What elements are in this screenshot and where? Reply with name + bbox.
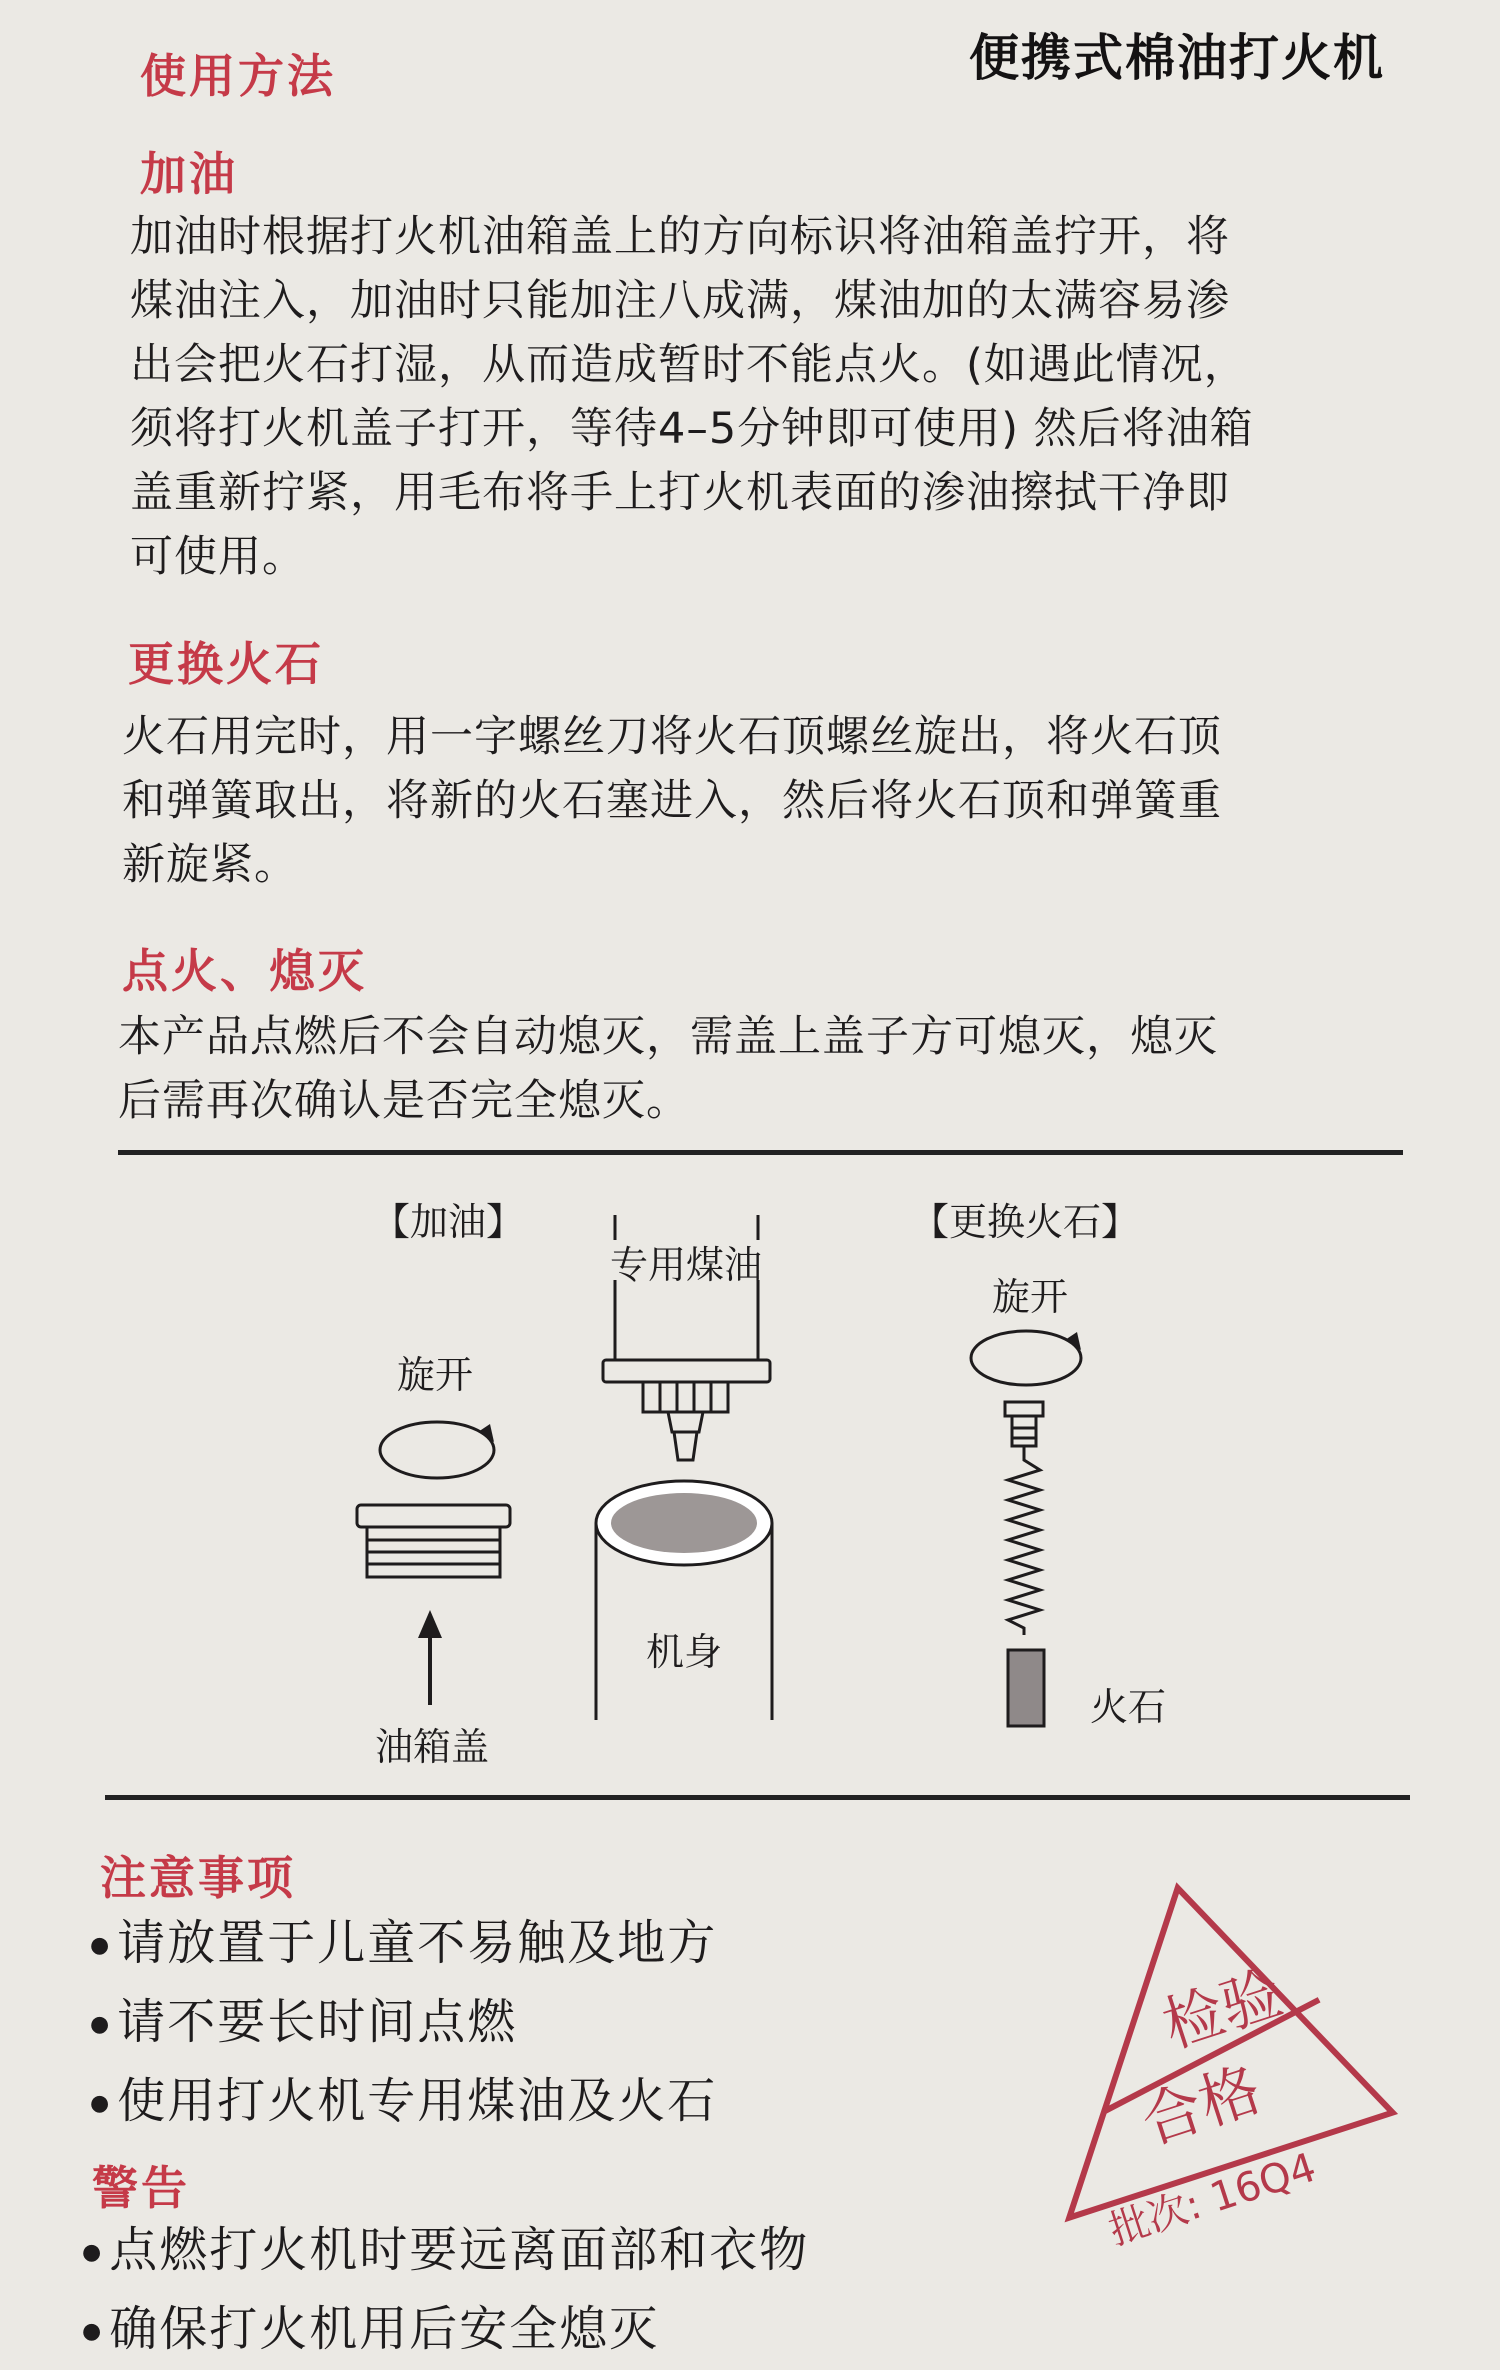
tank-cap-icon — [357, 1505, 510, 1577]
ignite-paragraph — [118, 1005, 1418, 1133]
notes-heading: 注意事项 — [100, 1851, 296, 1905]
warning-heading: 警告 — [92, 2161, 190, 2215]
refuel-heading: 加油 — [140, 147, 238, 201]
text-line: 本产品点燃后不会自动熄灭，需盖上盖子方可熄灭，熄灭 — [118, 1012, 1218, 1062]
inspection-stamp — [990, 1870, 1410, 2270]
notes-list — [90, 1905, 717, 2142]
text-line: 和弹簧取出，将新的火石塞进入，然后将火石顶和弹簧重 — [122, 776, 1222, 826]
list-item: ● 请放置于儿童不易触及地方 — [90, 1905, 717, 1984]
text-line: 煤油注入，加油时只能加注八成满，煤油加的太满容易渗 — [130, 276, 1230, 326]
flint-paragraph — [122, 705, 1412, 897]
tank-cap-label: 油箱盖 — [374, 1725, 490, 1769]
text-line: 可使用。 — [130, 532, 306, 582]
list-item: ● 使用打火机专用煤油及火石 — [90, 2063, 717, 2142]
up-arrow-icon — [418, 1610, 442, 1705]
text-line: 新旋紧。 — [122, 840, 298, 890]
body-label: 机身 — [645, 1630, 723, 1674]
refuel-diagram-title: 【加油】 — [371, 1200, 525, 1244]
text-line: 须将打火机盖子打开，等待4–5分钟即可使用) 然后将油箱 — [130, 404, 1254, 454]
lighter-diagram — [0, 1160, 1500, 1780]
stamp-batch: 批次: 16Q4 — [1103, 2144, 1322, 2255]
refuel-twist-label: 旋开 — [396, 1353, 474, 1397]
usage-heading: 使用方法 — [140, 49, 336, 103]
lighter-body-icon — [596, 1481, 772, 1720]
list-item: ● 请不要长时间点燃 — [90, 1984, 717, 2063]
text-line: 盖重新拧紧，用毛布将手上打火机表面的渗油擦拭干净即 — [130, 468, 1230, 518]
list-item: ● 确保打火机用后安全熄灭 — [82, 2291, 809, 2370]
stamp-line2: 合格 — [1133, 2054, 1270, 2159]
list-item: ● 点燃打火机时要远离面部和衣物 — [82, 2212, 809, 2291]
flint-screw-icon — [1005, 1402, 1043, 1446]
text-line: 火石用完时，用一字螺丝刀将火石顶螺丝旋出，将火石顶 — [122, 712, 1222, 762]
text-line: 加油时根据打火机油箱盖上的方向标识将油箱盖拧开，将 — [130, 212, 1230, 262]
text-line: 出会把火石打湿，从而造成暂时不能点火。(如遇此情况， — [130, 340, 1248, 390]
document-title: 便携式棉油打火机 — [969, 29, 1385, 87]
rotate-arrow-icon — [971, 1331, 1081, 1385]
ignite-heading: 点火、熄灭 — [122, 944, 367, 998]
divider-top — [118, 1150, 1403, 1155]
flint-icon — [1008, 1650, 1044, 1726]
flint-diagram-title: 【更换火石】 — [910, 1200, 1140, 1244]
stamp-line1: 检验 — [1154, 1958, 1291, 2062]
rotate-arrow-icon — [380, 1422, 494, 1478]
divider-bottom — [105, 1795, 1410, 1800]
kerosene-label: 专用煤油 — [609, 1243, 763, 1287]
text-line: 后需再次确认是否完全熄灭。 — [118, 1076, 690, 1126]
warning-list — [82, 2212, 809, 2370]
flint-label: 火石 — [1090, 1685, 1167, 1729]
refuel-paragraph — [130, 205, 1410, 589]
flint-twist-label: 旋开 — [991, 1275, 1069, 1319]
flint-heading: 更换火石 — [128, 637, 324, 691]
spring-icon — [1008, 1446, 1040, 1635]
